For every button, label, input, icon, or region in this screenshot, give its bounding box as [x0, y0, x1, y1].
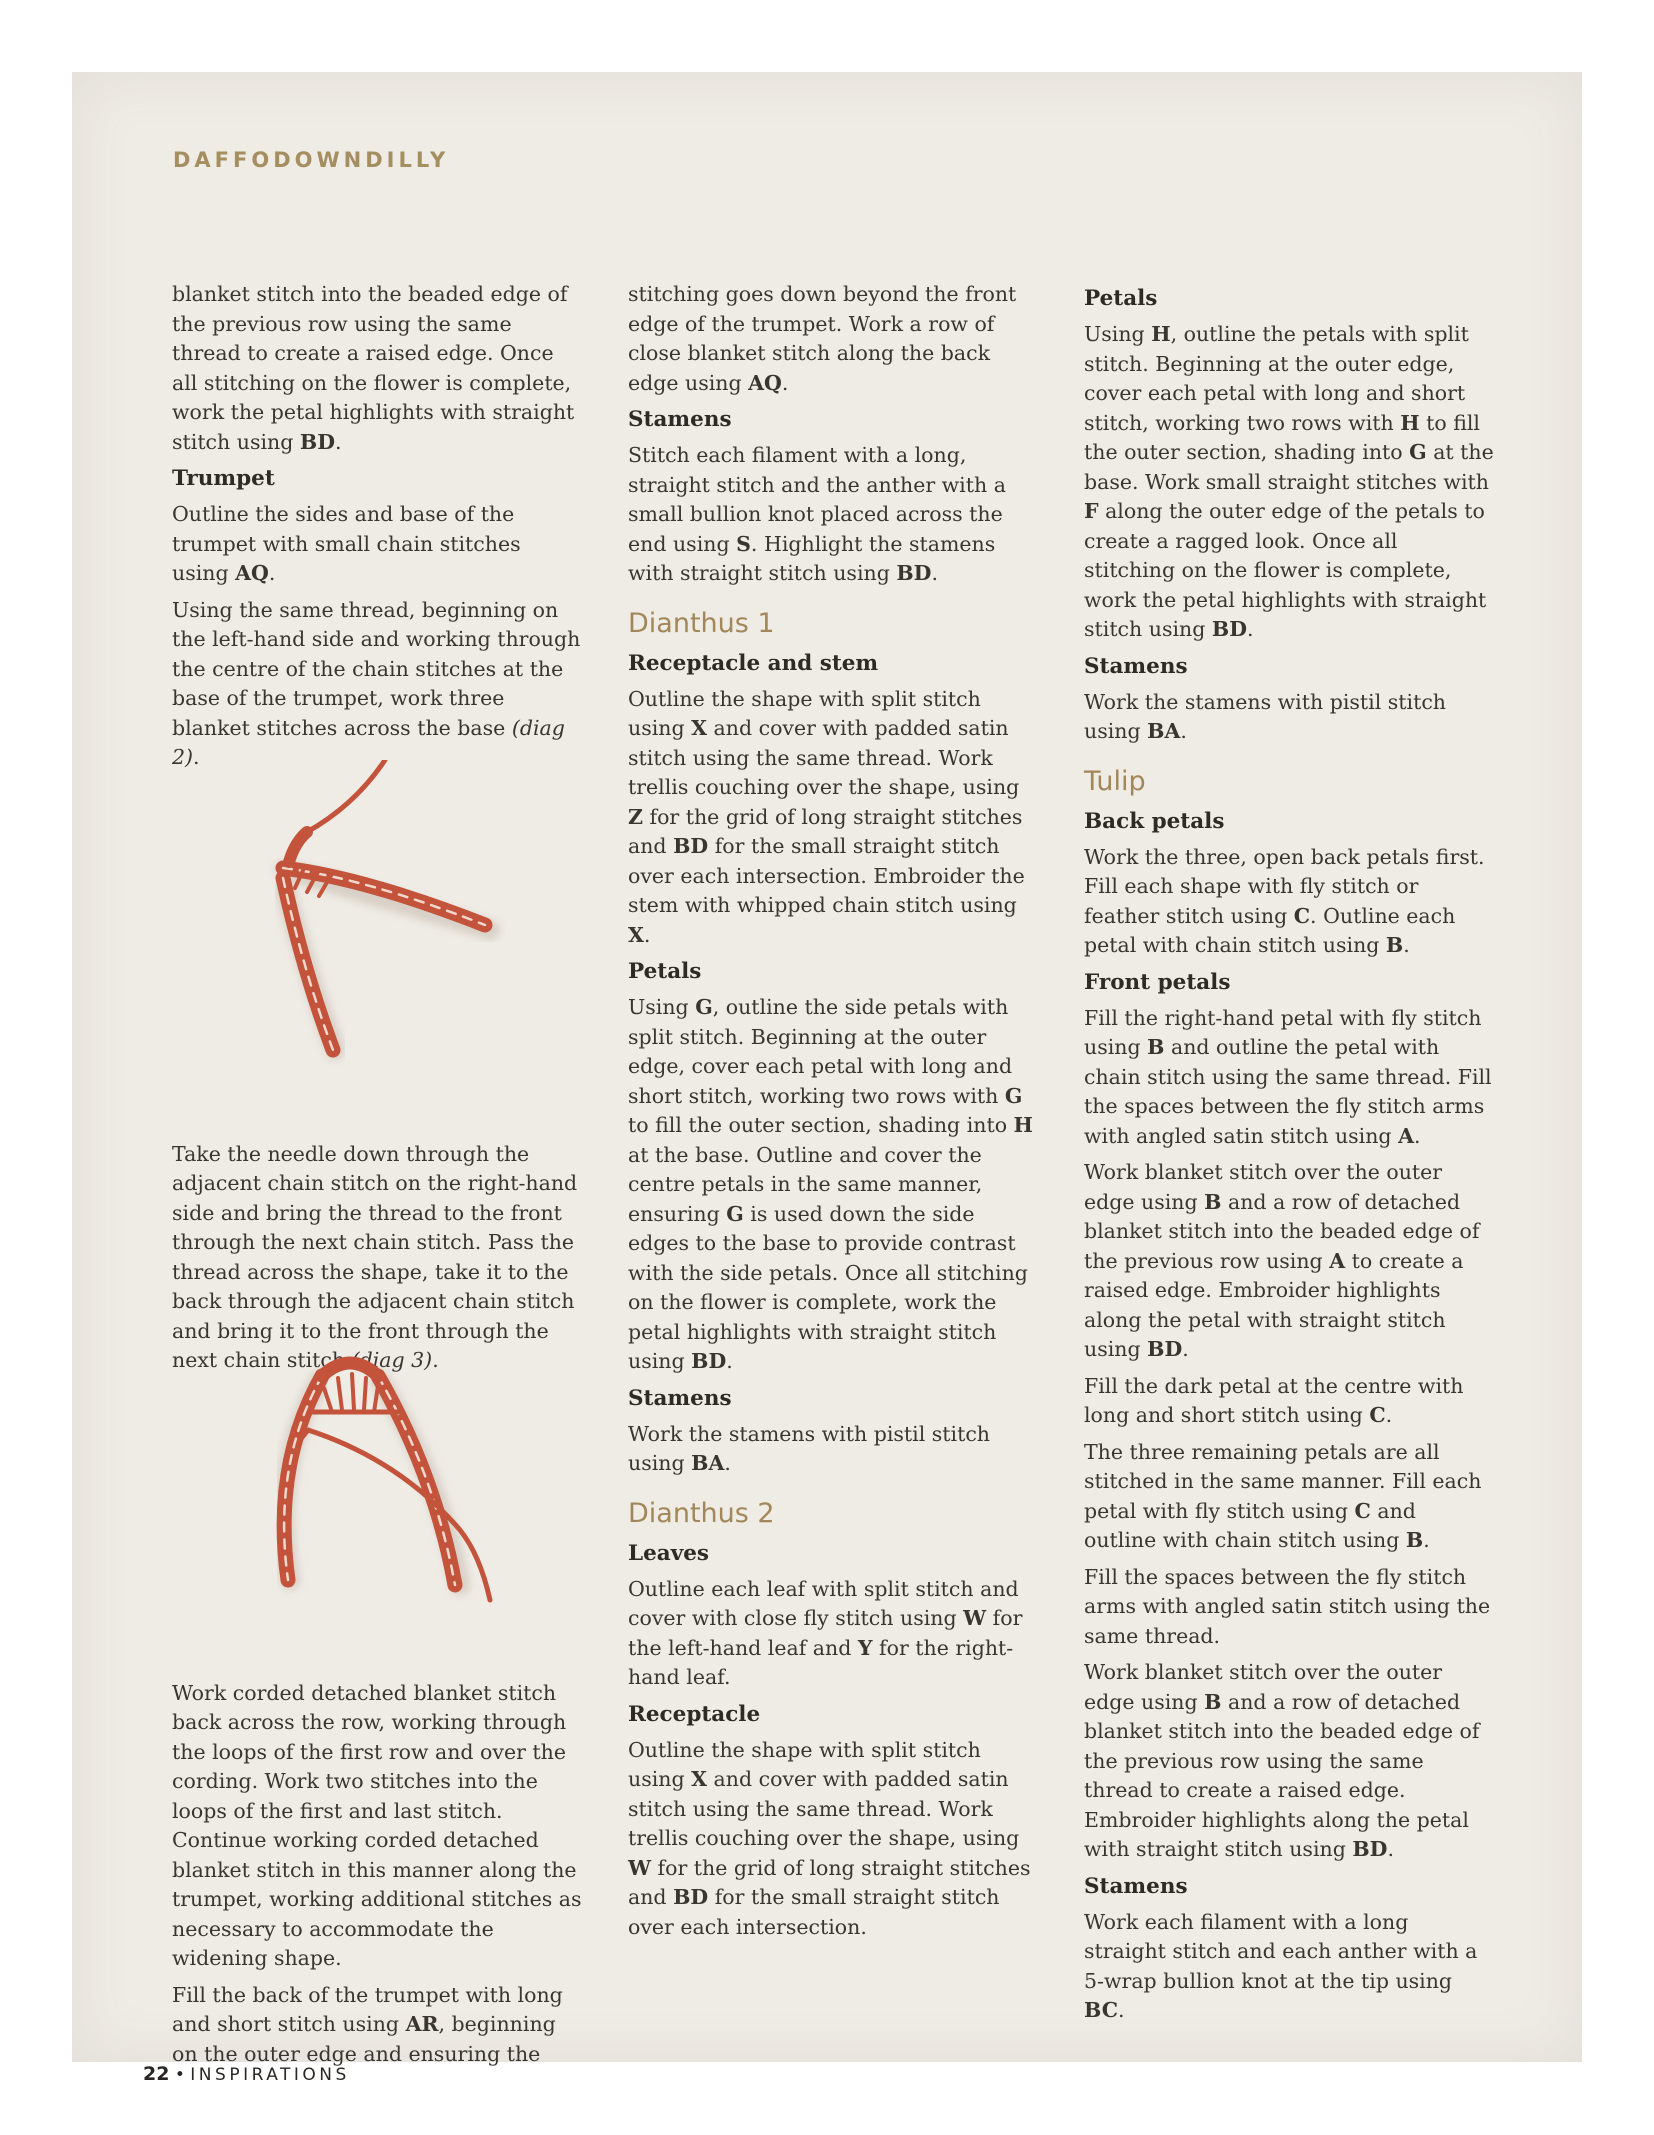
- diagram-reference: (diag 2): [172, 715, 565, 769]
- section-heading-tulip: Tulip: [1084, 765, 1146, 797]
- thread-code: C: [1369, 1403, 1386, 1427]
- thread-code: BD: [896, 561, 932, 585]
- paragraph: Work each filament with a long straight stitch and each anther with a 5-wrap bullion knot at the tip using BC.: [1084, 1909, 1478, 2022]
- column-3: [1084, 280, 1494, 2033]
- subheading-stamens: Stamens: [628, 1385, 732, 1411]
- page-number: 22: [143, 2063, 170, 2085]
- thread-code: Z: [628, 804, 643, 829]
- page-footer: [143, 2063, 350, 2085]
- section-heading-dianthus-1: Dianthus 1: [628, 607, 775, 639]
- diagram-2-illustration: [255, 760, 505, 1070]
- thread-code: X: [691, 1767, 708, 1791]
- paragraph: Fill the back of the trumpet with long and short stitch using AR, beginning on the outer edge and ensuring the: [172, 1982, 563, 2066]
- paragraph: Work corded detached blanket stitch back across the row, working through the loops of the first row and over the cording. Work two stitches into the loops of the first and last stitch. Continue working corded detached blanket stitch in this manner along the trumpet, working additional stitches as necessary to accommodate the widening shape.: [172, 1680, 582, 1970]
- subheading-stamens: Stamens: [1084, 653, 1188, 679]
- running-head: DAFFODOWNDILLY: [173, 148, 450, 172]
- thread-code: B: [1147, 1035, 1165, 1059]
- paragraph: Outline the sides and base of the trumpet with small chain stitches using AQ.: [172, 502, 521, 585]
- thread-code: BD: [1211, 617, 1247, 641]
- subheading-trumpet: Trumpet: [172, 466, 275, 491]
- thread-code: G: [1004, 1083, 1023, 1108]
- paragraph: Outline the shape with split stitch using X and cover with padded satin stitch using the same thread. Work trellis couching over the shape, using Z for the grid of long straight stitches and BD for the small straight stitch over each intersection. Embroider the stem with whipped chain stitch using X.: [628, 686, 1025, 947]
- thread-code: BA: [1147, 719, 1181, 743]
- thread-code: W: [963, 1606, 987, 1630]
- thread-code: B: [1385, 933, 1404, 957]
- thread-code: H: [1400, 410, 1420, 435]
- thread-code: C: [1354, 1498, 1371, 1523]
- paragraph: Stitch each filament with a long, straight stitch and the anther with a small bullion knot placed across the end using S. Highlight the stamens with straight stitch using BD.: [628, 443, 1006, 585]
- paragraph: Fill the dark petal at the centre with long and short stitch using C.: [1084, 1373, 1464, 1427]
- paragraph: Using the same thread, beginning on the left-hand side and working through the centre of the chain stitches at the base of the trumpet, work three blanket stitches across the base (diag 2).: [172, 597, 581, 769]
- thread-code: AQ: [748, 370, 782, 395]
- paragraph: Using G, outline the side petals with split stitch. Beginning at the outer edge, cover each petal with long and short stitch, working two rows with G to fill the outer section, shading into H at the base. Outline and cover the centre petals in the same manner, ensuring G is used down the side edges to the base to provide contrast with the side petals. Once all stitching on the flower is complete, work the petal highlights with straight stitch using BD.: [628, 995, 1033, 1373]
- paragraph: blanket stitch into the beaded edge of the previous row using the same thread to create a raised edge. Once all stitching on the flower is complete, work the petal highlights with straight stitch using BD.: [172, 282, 575, 454]
- thread-code: A: [1329, 1248, 1346, 1273]
- paragraph: The three remaining petals are all stitched in the same manner. Fill each petal with fly stitch using C and outline with chain stitch using B.: [1084, 1439, 1482, 1552]
- thread-code: H: [1151, 322, 1171, 346]
- thread-code: X: [628, 922, 644, 947]
- magazine-name: INSPIRATIONS: [190, 2065, 350, 2085]
- subheading-petals: Petals: [1084, 286, 1158, 311]
- thread-code: G: [1409, 440, 1427, 464]
- thread-code: AR: [405, 2012, 439, 2036]
- thread-code: BA: [691, 1451, 725, 1475]
- paragraph: stitching goes down beyond the front edge of the trumpet. Work a row of close blanket stitch along the back edge using AQ.: [628, 282, 1017, 395]
- thread-code: G: [695, 995, 713, 1019]
- thread-code: C: [1293, 903, 1311, 928]
- thread-code: BD: [691, 1349, 727, 1373]
- thread-code: X: [691, 716, 708, 740]
- thread-code: S: [736, 531, 751, 556]
- paragraph: Work blanket stitch over the outer edge using B and a row of detached blanket stitch into the beaded edge of the previous row using the same thread to create a raised edge. Embroider highlights along the petal with straight stitch using BD.: [1084, 1660, 1480, 1861]
- thread-code: F: [1084, 499, 1099, 523]
- diagram-3-illustration: [250, 1340, 500, 1610]
- thread-code: BD: [299, 429, 335, 454]
- subheading-front-petals: Front petals: [1084, 969, 1231, 995]
- thread-code: Y: [857, 1635, 873, 1660]
- subheading-stamens: Stamens: [1084, 1873, 1188, 1899]
- paragraph: Take the needle down through the adjacent chain stitch on the right-hand side and bring the thread to the front through the next chain stitch. Pass the thread across the shape, take it to the back through the adjacent chain stitch and bring it to the front through the next chain stitch (diag 3).: [172, 1141, 578, 1372]
- thread-code: BC: [1084, 1998, 1119, 2022]
- subheading-receptacle: Receptacle: [628, 1701, 761, 1727]
- section-heading-dianthus-2: Dianthus 2: [628, 1497, 775, 1529]
- paragraph: Outline the shape with split stitch using X and cover with padded satin stitch using the same thread. Work trellis couching over the shape, using W for the grid of long straight stitches and BD for the small straight stitch over each intersection.: [628, 1737, 1031, 1939]
- thread-code: AQ: [235, 561, 269, 585]
- column-1: [172, 280, 582, 2076]
- thread-code: W: [628, 1855, 652, 1880]
- paragraph: Work the three, open back petals first. Fill each shape with fly stitch or feather stitch using C. Outline each petal with chain stitch using B.: [1084, 844, 1485, 957]
- subheading-stamens: Stamens: [628, 407, 732, 432]
- thread-code: H: [1013, 1113, 1033, 1137]
- paragraph: Fill the spaces between the fly stitch arms with angled satin stitch using the same thread.: [1084, 1564, 1491, 1648]
- paragraph: Using H, outline the petals with split stitch. Beginning at the outer edge, cover each petal with long and short stitch, working two rows with H to fill the outer section, shading into G at the base. Work small straight stitches with F along the outer edge of the petals to create a ragged look. Once all stitching on the flower is complete, work the petal highlights with straight stitch using BD.: [1084, 322, 1494, 641]
- paragraph: Work the stamens with pistil stitch using BA.: [1084, 689, 1447, 743]
- subheading-leaves: Leaves: [628, 1540, 710, 1566]
- subheading-petals: Petals: [628, 959, 702, 984]
- thread-code: BD: [673, 1885, 709, 1909]
- thread-code: A: [1398, 1123, 1414, 1148]
- column-2: [628, 280, 1038, 1949]
- thread-code: BD: [1352, 1837, 1388, 1861]
- thread-code: G: [726, 1201, 744, 1226]
- thread-code: BD: [1147, 1337, 1183, 1361]
- subheading-receptacle-and-stem: Receptacle and stem: [628, 650, 879, 676]
- thread-code: B: [1405, 1528, 1424, 1552]
- paragraph: Fill the right-hand petal with fly stitch using B and outline the petal with chain stitch using the same thread. Fill the spaces between the fly stitch arms with angled satin stitch using A.: [1084, 1005, 1492, 1148]
- thread-code: BD: [673, 834, 709, 858]
- subheading-back-petals: Back petals: [1084, 808, 1225, 834]
- paragraph: Outline each leaf with split stitch and cover with close fly stitch using W for the left-hand leaf and Y for the right-hand leaf.: [628, 1576, 1023, 1689]
- diagram-reference: (diag 3): [351, 1348, 433, 1372]
- thread-code: B: [1204, 1189, 1222, 1214]
- paragraph: Work blanket stitch over the outer edge using B and a row of detached blanket stitch into the beaded edge of the previous row using A to create a raised edge. Embroider highlights along the petal with straight stitch using BD.: [1084, 1160, 1480, 1361]
- footer-separator: •: [174, 2065, 185, 2085]
- paragraph: Work the stamens with pistil stitch using BA.: [628, 1421, 991, 1475]
- thread-code: B: [1204, 1689, 1222, 1714]
